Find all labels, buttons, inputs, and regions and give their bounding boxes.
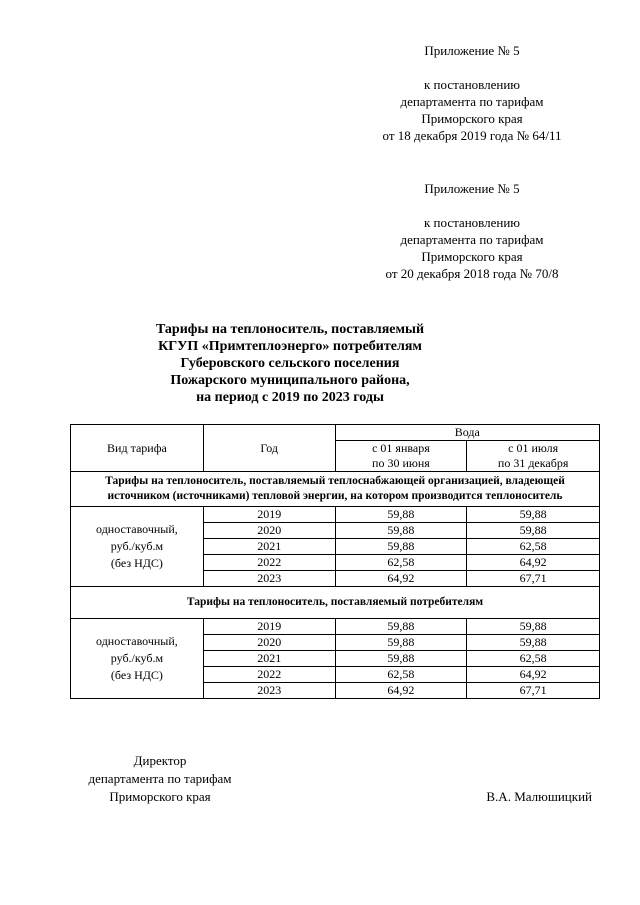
value-cell: 59,88	[467, 635, 600, 651]
value-cell: 59,88	[335, 539, 467, 555]
value-cell: 59,88	[335, 651, 467, 667]
header-period-first-half	[335, 441, 467, 472]
value-cell: 64,92	[467, 555, 600, 571]
annex-line: от 18 декабря 2019 года № 64/11	[382, 128, 562, 143]
value-cell: 62,58	[335, 555, 467, 571]
position-line: Приморского края	[109, 789, 211, 804]
tariff-type-line: руб./куб.м	[110, 651, 164, 665]
value-cell: 59,88	[335, 507, 467, 523]
tariff-type-line: (без НДС)	[110, 668, 163, 682]
annex-line: к постановлению	[423, 77, 521, 92]
annex-line: Приморского края	[421, 249, 523, 264]
value-cell: 62,58	[467, 651, 600, 667]
annex-line: департамента по тарифам	[400, 232, 544, 247]
title-line: Тарифы на теплоноситель, поставляемый	[155, 322, 425, 337]
value-cell: 62,58	[335, 667, 467, 683]
position-line: Директор	[133, 753, 187, 768]
annex-previous	[352, 180, 592, 282]
value-cell: 62,58	[467, 539, 600, 555]
annex-line: департамента по тарифам	[400, 94, 544, 109]
year-cell: 2021	[203, 651, 335, 667]
tariff-type-line: одноставочный,	[96, 634, 178, 648]
period-line: с 01 января	[372, 441, 430, 455]
annex-title: Приложение № 5	[424, 181, 520, 196]
year-cell: 2022	[203, 667, 335, 683]
annex-line: от 20 декабря 2018 года № 70/8	[385, 266, 559, 281]
value-cell: 59,88	[335, 619, 467, 635]
value-cell: 59,88	[467, 507, 600, 523]
title-line: Губеровского сельского поселения	[180, 356, 400, 371]
value-cell: 59,88	[467, 523, 600, 539]
value-cell: 64,92	[467, 667, 600, 683]
tariff-type-line: руб./куб.м	[110, 539, 164, 553]
period-line: по 30 июня	[372, 456, 430, 470]
tariff-type-line: одноставочный,	[96, 522, 178, 536]
year-cell: 2020	[203, 635, 335, 651]
annex-line: Приморского края	[421, 111, 523, 126]
tariff-type-cell	[71, 619, 204, 699]
year-cell: 2020	[203, 523, 335, 539]
value-cell: 59,88	[335, 635, 467, 651]
value-cell: 67,71	[467, 683, 600, 699]
document-title	[100, 321, 480, 406]
signatory-position	[70, 752, 250, 806]
year-cell: 2023	[203, 683, 335, 699]
value-cell: 64,92	[335, 571, 467, 587]
title-line: Пожарского муниципального района,	[170, 373, 410, 388]
tariff-type-line: (без НДС)	[110, 556, 163, 570]
title-line: КГУП «Примтеплоэнерго» потребителям	[158, 339, 422, 354]
header-period-second-half	[467, 441, 600, 472]
table-row	[71, 619, 600, 635]
annex-title: Приложение № 5	[424, 43, 520, 58]
section-heading-row	[71, 472, 600, 507]
table-row	[71, 507, 600, 523]
period-line: по 31 декабря	[497, 456, 569, 470]
signatory-name: В.А. Малюшицкий	[486, 789, 592, 804]
tariff-table	[70, 424, 600, 699]
year-cell: 2022	[203, 555, 335, 571]
value-cell: 67,71	[467, 571, 600, 587]
year-cell: 2019	[203, 619, 335, 635]
annex-current	[352, 42, 592, 144]
header-tariff-type: Вид тарифа	[71, 425, 204, 472]
header-water: Вода	[335, 425, 599, 441]
value-cell: 64,92	[335, 683, 467, 699]
section-heading: Тарифы на теплоноситель, поставляемый потребителям	[71, 587, 600, 619]
year-cell: 2019	[203, 507, 335, 523]
section-heading: Тарифы на теплоноситель, поставляемый теплоснабжающей организацией, владеющей источником (источниками) тепловой энергии, на котором производится теплоноситель	[71, 472, 600, 507]
value-cell: 59,88	[335, 523, 467, 539]
value-cell: 59,88	[467, 619, 600, 635]
tariff-type-cell	[71, 507, 204, 587]
position-line: департамента по тарифам	[88, 771, 232, 786]
table-header-row	[71, 425, 600, 441]
year-cell: 2021	[203, 539, 335, 555]
annex-line: к постановлению	[423, 215, 521, 230]
period-line: с 01 июля	[508, 441, 559, 455]
title-line: на период с 2019 по 2023 годы	[196, 390, 384, 405]
header-year: Год	[203, 425, 335, 472]
section-heading-row	[71, 587, 600, 619]
year-cell: 2023	[203, 571, 335, 587]
